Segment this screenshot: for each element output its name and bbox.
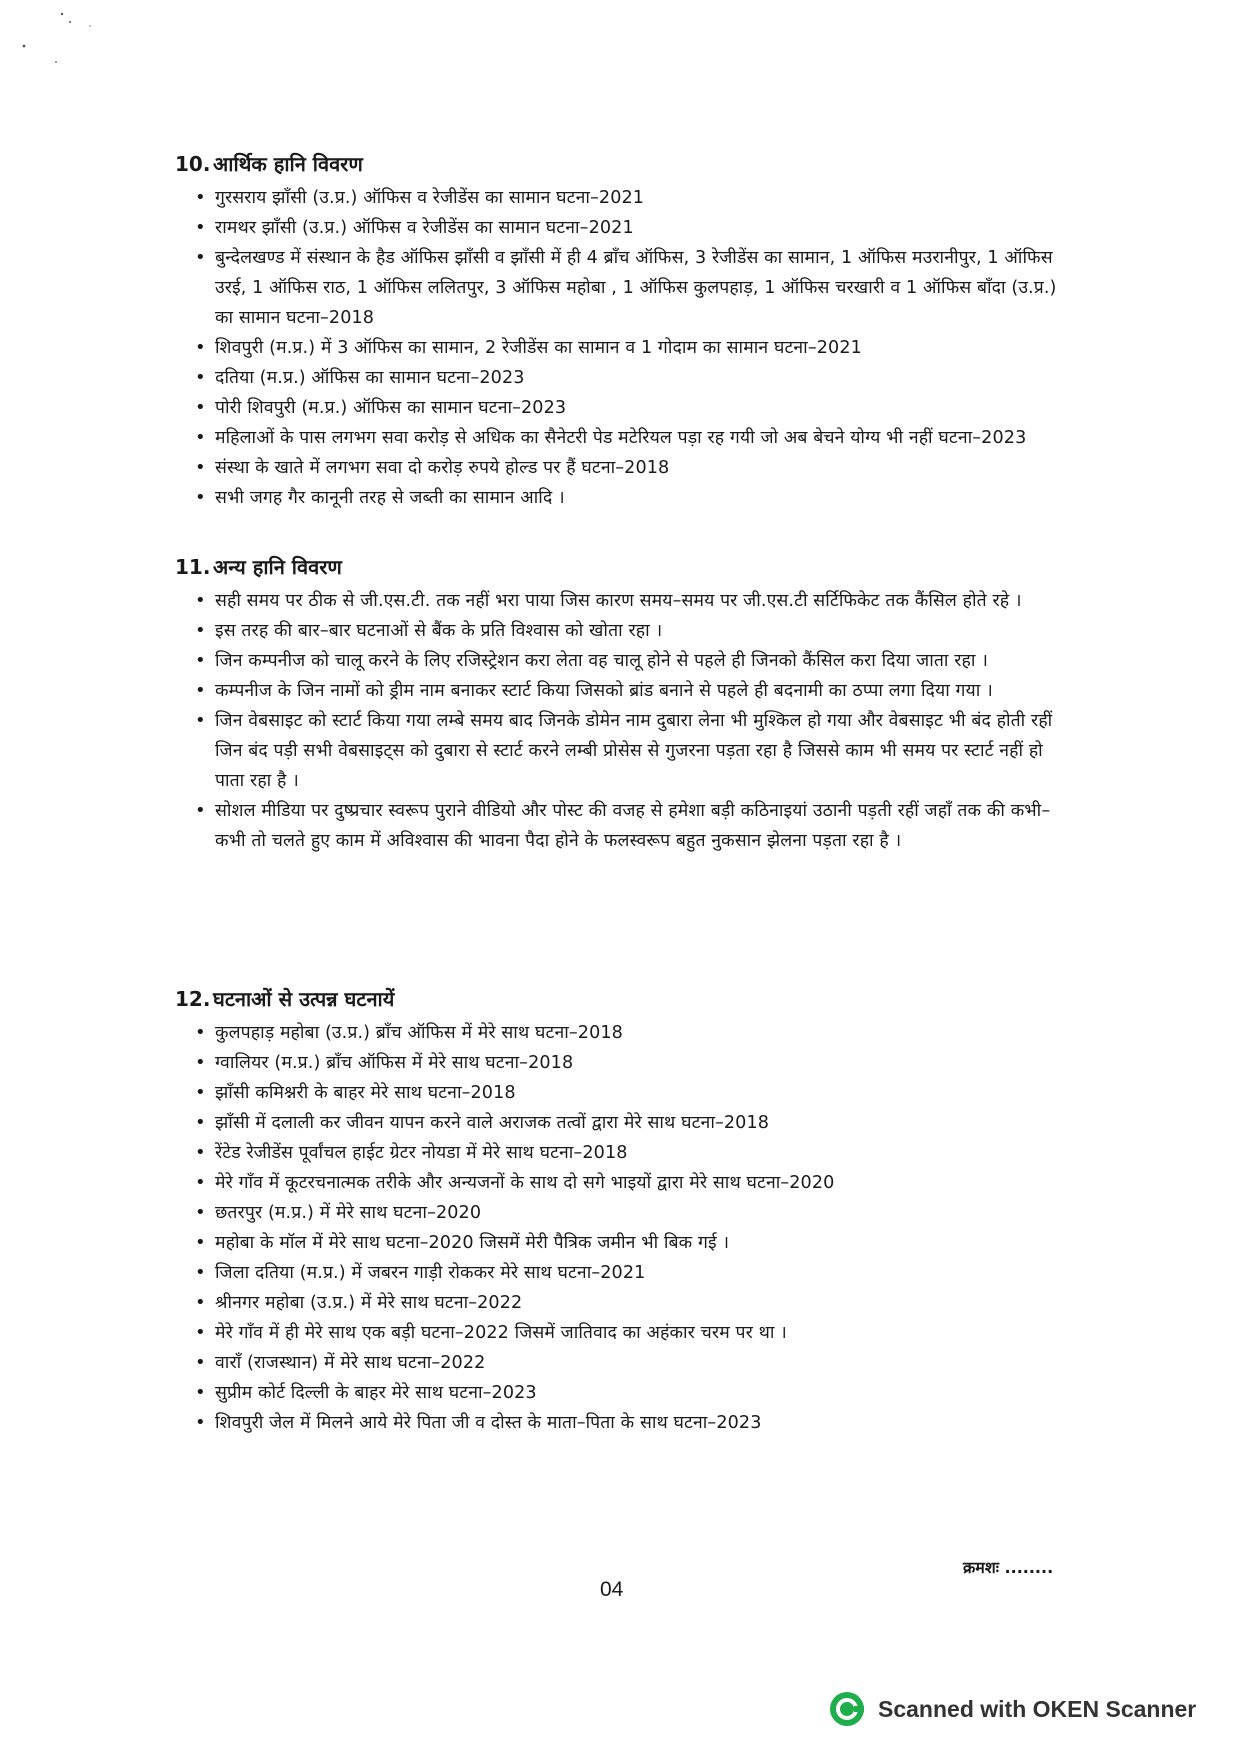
- list-item: • गुरसराय झाँसी (उ.प्र.) ऑफिस व रेजीडेंस का सामान घटना–2021: [195, 183, 1075, 213]
- list-item: • महिलाओं के पास लगभग सवा करोड़ से अधिक का सैनेटरी पेड मटेरियल पड़ा रह गयी जो अब बेचने योग्य भी नहीं घटना–2023: [195, 423, 1075, 453]
- section-number: 12.: [175, 987, 211, 1011]
- list-item: • महोबा के मॉल में मेरे साथ घटना–2020 जिसमें मेरी पैत्रिक जमीन भी बिक गई ।: [195, 1228, 1075, 1258]
- list-item: • रेंटेड रेजीडेंस पूर्वांचल हाईट ग्रेटर नोयडा में मेरे साथ घटना–2018: [195, 1138, 1075, 1168]
- list-item: • रामथर झाँसी (उ.प्र.) ऑफिस व रेजीडेंस का सामान घटना–2021: [195, 213, 1075, 243]
- section-title: अन्य हानि विवरण: [213, 555, 342, 579]
- list-item: • इस तरह की बार–बार घटनाओं से बैंक के प्रति विश्वास को खोता रहा ।: [195, 616, 1075, 646]
- section-list: [175, 183, 1075, 513]
- list-item: • जिला दतिया (म.प्र.) में जबरन गाड़ी रोककर मेरे साथ घटना–2021: [195, 1258, 1075, 1288]
- list-item: • कुलपहाड़ महोबा (उ.प्र.) ब्राँच ऑफिस में मेरे साथ घटना–2018: [195, 1018, 1075, 1048]
- list-item: • श्रीनगर महोबा (उ.प्र.) में मेरे साथ घटना–2022: [195, 1288, 1075, 1318]
- list-item: • वाराँ (राजस्थान) में मेरे साथ घटना–2022: [195, 1348, 1075, 1378]
- list-item: • सभी जगह गैर कानूनी तरह से जब्ती का सामान आदि ।: [195, 483, 1075, 513]
- scanner-watermark: [828, 1690, 1196, 1728]
- list-item: • मेरे गाँव में ही मेरे साथ एक बड़ी घटना–2022 जिसमें जातिवाद का अहंकार चरम पर था ।: [195, 1318, 1075, 1348]
- list-item: • शिवपुरी (म.प्र.) में 3 ऑफिस का सामान, 2 रेजीडेंस का सामान व 1 गोदाम का सामान घटना–2021: [195, 333, 1075, 363]
- list-item: • जिन वेबसाइट को स्टार्ट किया गया लम्बे समय बाद जिनके डोमेन नाम दुबारा लेना भी मुश्किल हो गया और वेबसाइट भी बंद होती रहीं जिन बंद पड़ी सभी वेबसाइट्स को दुबारा से स्टार्ट करने लम्बी प्रोसेस से गुजरना पड़ता रहा है जिससे काम भी समय पर स्टार्ट नहीं हो पाता रहा है ।: [195, 706, 1075, 796]
- section-number: 11.: [175, 555, 211, 579]
- list-item: • शिवपुरी जेल में मिलने आये मेरे पिता जी व दोस्त के माता–पिता के साथ घटना–2023: [195, 1408, 1075, 1438]
- list-item: • ग्वालियर (म.प्र.) ब्राँच ऑफिस में मेरे साथ घटना–2018: [195, 1048, 1075, 1078]
- section-list: [175, 586, 1075, 856]
- section-12: [175, 985, 1075, 1438]
- section-list: [175, 1018, 1075, 1438]
- list-item: • पोरी शिवपुरी (म.प्र.) ऑफिस का सामान घटना–2023: [195, 393, 1075, 423]
- continued-note: क्रमशः ........: [963, 1558, 1054, 1577]
- list-item: • सोशल मीडिया पर दुष्प्रचार स्वरूप पुराने वीडियो और पोस्ट की वजह से हमेशा बड़ी कठिनाइयां उठानी पड़ती रहीं जहाँ तक की कभी–कभी तो चलते हुए काम में अविश्वास की भावना पैदा होने के फलस्वरूप बहुत नुकसान झेलना पड़ता रहा है ।: [195, 796, 1075, 856]
- scan-marks: [20, 8, 110, 71]
- list-item: • झाँसी कमिश्नरी के बाहर मेरे साथ घटना–2018: [195, 1078, 1075, 1108]
- section-heading: [175, 553, 1075, 580]
- list-item: • छतरपुर (म.प्र.) में मेरे साथ घटना–2020: [195, 1198, 1075, 1228]
- oken-logo-icon: [828, 1690, 866, 1728]
- list-item: • सही समय पर ठीक से जी.एस.टी. तक नहीं भरा पाया जिस कारण समय–समय पर जी.एस.टी सर्टिफिकेट तक कैंसिल होते रहे ।: [195, 586, 1075, 616]
- list-item: • झाँसी में दलाली कर जीवन यापन करने वाले अराजक तत्वों द्वारा मेरे साथ घटना–2018: [195, 1108, 1075, 1138]
- section-title: आर्थिक हानि विवरण: [213, 152, 363, 176]
- section-heading: [175, 985, 1075, 1012]
- section-title: घटनाओं से उत्पन्न घटनायें: [213, 987, 395, 1011]
- page-number: 04: [600, 1578, 624, 1601]
- scanner-text: Scanned with OKEN Scanner: [878, 1695, 1197, 1722]
- list-item: • दतिया (म.प्र.) ऑफिस का सामान घटना–2023: [195, 363, 1075, 393]
- section-10: [175, 150, 1075, 513]
- list-item: • संस्था के खाते में लगभग सवा दो करोड़ रुपये होल्ड पर हैं घटना–2018: [195, 453, 1075, 483]
- list-item: • कम्पनीज के जिन नामों को ड्रीम नाम बनाकर स्टार्ट किया जिसको ब्रांड बनाने से पहले ही बदनामी का ठप्पा लगा दिया गया ।: [195, 676, 1075, 706]
- section-11: [175, 553, 1075, 856]
- section-heading: [175, 150, 1075, 177]
- list-item: • सुप्रीम कोर्ट दिल्ली के बाहर मेरे साथ घटना–2023: [195, 1378, 1075, 1408]
- list-item: • जिन कम्पनीज को चालू करने के लिए रजिस्ट्रेशन करा लेता वह चालू होने से पहले ही जिनको कैंसिल करा दिया जाता रहा ।: [195, 646, 1075, 676]
- list-item: • मेरे गाँव में कूटरचनात्मक तरीके और अन्यजनों के साथ दो सगे भाइयों द्वारा मेरे साथ घटना–2020: [195, 1168, 1075, 1198]
- list-item: • बुन्देलखण्ड में संस्थान के हैड ऑफिस झाँसी व झाँसी में ही 4 ब्राँच ऑफिस, 3 रेजीडेंस का सामान, 1 ऑफिस मउरानीपुर, 1 ऑफिस उरई, 1 ऑफिस राठ, 1 ऑफिस ललितपुर, 3 ऑफिस महोबा , 1 ऑफिस कुलपहाड़, 1 ऑफिस चरखारी व 1 ऑफिस बाँदा (उ.प्र.) का सामान घटना–2018: [195, 243, 1075, 333]
- section-number: 10.: [175, 152, 211, 176]
